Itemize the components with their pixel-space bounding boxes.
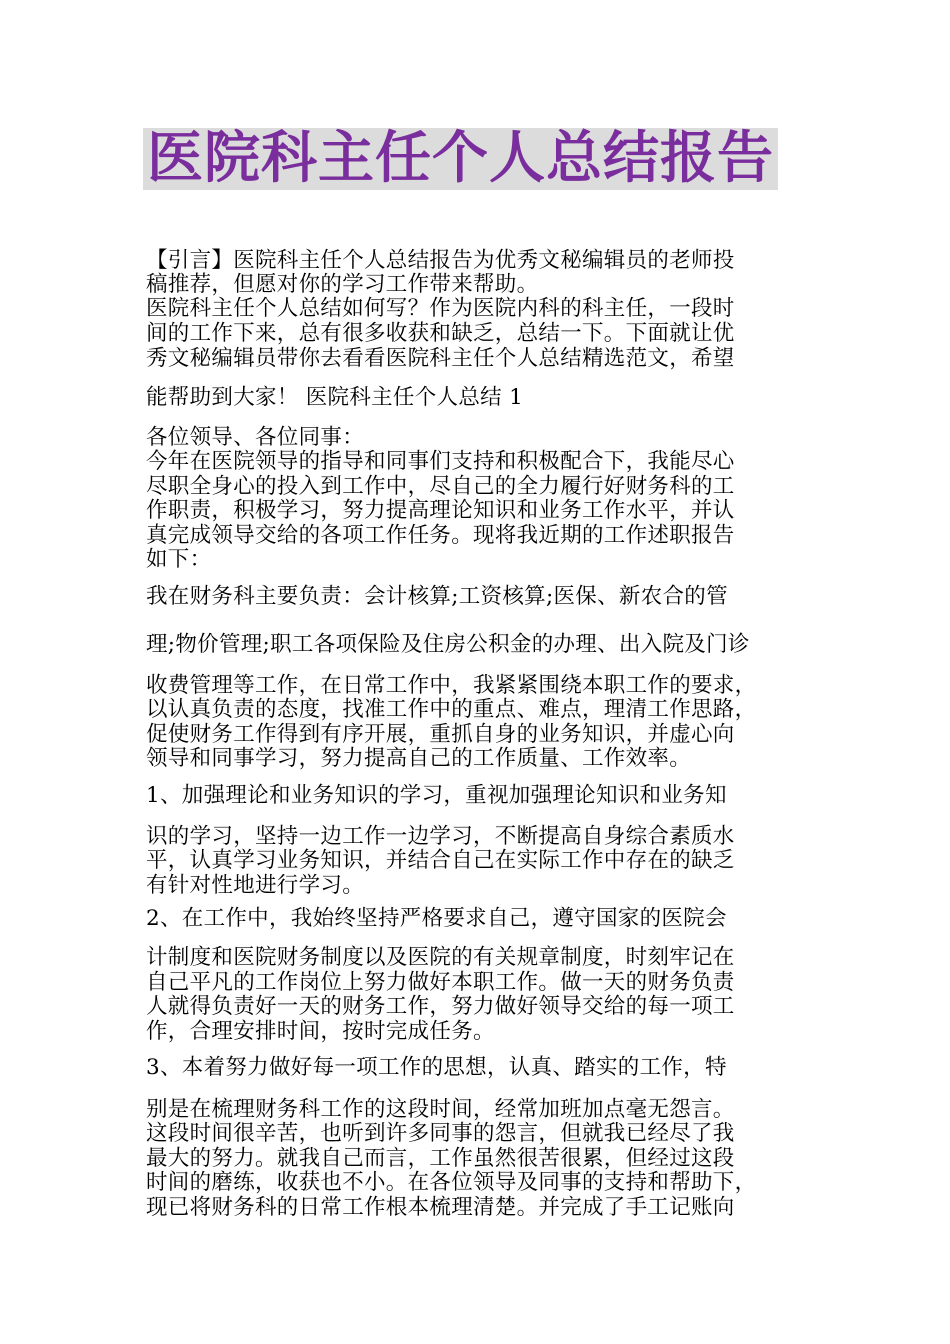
text-line: 2、在工作中，我始终坚持严格要求自己，遵守国家的医院会 — [146, 906, 727, 931]
text-line: 理;物价管理;职工各项保险及住房公积金的办理、出入院及门诊 — [146, 632, 750, 657]
text-line: 自己平凡的工作岗位上努力做好本职工作。做一天的财务负责 — [146, 970, 735, 995]
text-line: 间的工作下来，总有很多收获和缺乏，总结一下。下面就让优 — [146, 321, 735, 346]
text-line: 秀文秘编辑员带你去看看医院科主任个人总结精选范文，希望 — [146, 346, 735, 371]
text-line: 如下： — [146, 547, 212, 572]
text-line: 人就得负责好一天的财务工作，努力做好领导交给的每一项工 — [146, 994, 735, 1019]
text-line: 3、本着努力做好每一项工作的思想，认真、踏实的工作，特 — [146, 1055, 727, 1080]
text-line: 识的学习，坚持一边工作一边学习，不断提高自身综合素质水 — [146, 824, 735, 849]
text-line: 能帮助到大家！ 医院科主任个人总结 1 — [146, 385, 524, 410]
text-line: 今年在医院领导的指导和同事们支持和积极配合下，我能尽心 — [146, 449, 735, 474]
text-line: 作，合理安排时间，按时完成任务。 — [146, 1019, 495, 1044]
text-line: 真完成领导交给的各项工作任务。现将我近期的工作述职报告 — [146, 523, 735, 548]
text-line: 有针对性地进行学习。 — [146, 873, 365, 898]
text-line: 最大的努力。就我自己而言，工作虽然很苦很累，但经过这段 — [146, 1146, 735, 1171]
text-line: 平，认真学习业务知识，并结合自己在实际工作中存在的缺乏 — [146, 848, 735, 873]
text-line: 领导和同事学习，努力提高自己的工作质量、工作效率。 — [146, 746, 692, 771]
text-line: 以认真负责的态度，找准工作中的重点、难点，理清工作思路， — [146, 697, 757, 722]
text-line: 收费管理等工作，在日常工作中，我紧紧围绕本职工作的要求， — [146, 673, 757, 698]
text-line: 我在财务科主要负责：会计核算;工资核算;医保、新农合的管 — [146, 584, 728, 609]
text-line: 现已将财务科的日常工作根本梳理清楚。并完成了手工记账向 — [146, 1195, 735, 1220]
text-line: 稿推荐，但愿对你的学习工作带来帮助。 — [146, 272, 539, 297]
text-line: 时间的磨练，收获也不小。在各位领导及同事的支持和帮助下， — [146, 1170, 757, 1195]
text-line: 计制度和医院财务制度以及医院的有关规章制度，时刻牢记在 — [146, 945, 735, 970]
text-line: 医院科主任个人总结如何写？作为医院内科的科主任，一段时 — [146, 296, 735, 321]
text-line: 【引言】医院科主任个人总结报告为优秀文秘编辑员的老师投 — [146, 248, 735, 273]
text-line: 各位领导、各位同事： — [146, 425, 365, 450]
text-line: 别是在梳理财务科工作的这段时间，经常加班加点毫无怨言。 — [146, 1097, 735, 1122]
text-line: 作职责，积极学习，努力提高理论知识和业务工作水平，并认 — [146, 498, 735, 523]
document-title: 医院科主任个人总结报告 — [143, 128, 778, 190]
text-line: 尽职全身心的投入到工作中，尽自己的全力履行好财务科的工 — [146, 474, 735, 499]
text-line: 1、加强理论和业务知识的学习，重视加强理论知识和业务知 — [146, 783, 727, 808]
text-line: 促使财务工作得到有序开展，重抓自身的业务知识，并虚心向 — [146, 722, 735, 747]
text-line: 这段时间很辛苦，也听到许多同事的怨言，但就我已经尽了我 — [146, 1121, 735, 1146]
